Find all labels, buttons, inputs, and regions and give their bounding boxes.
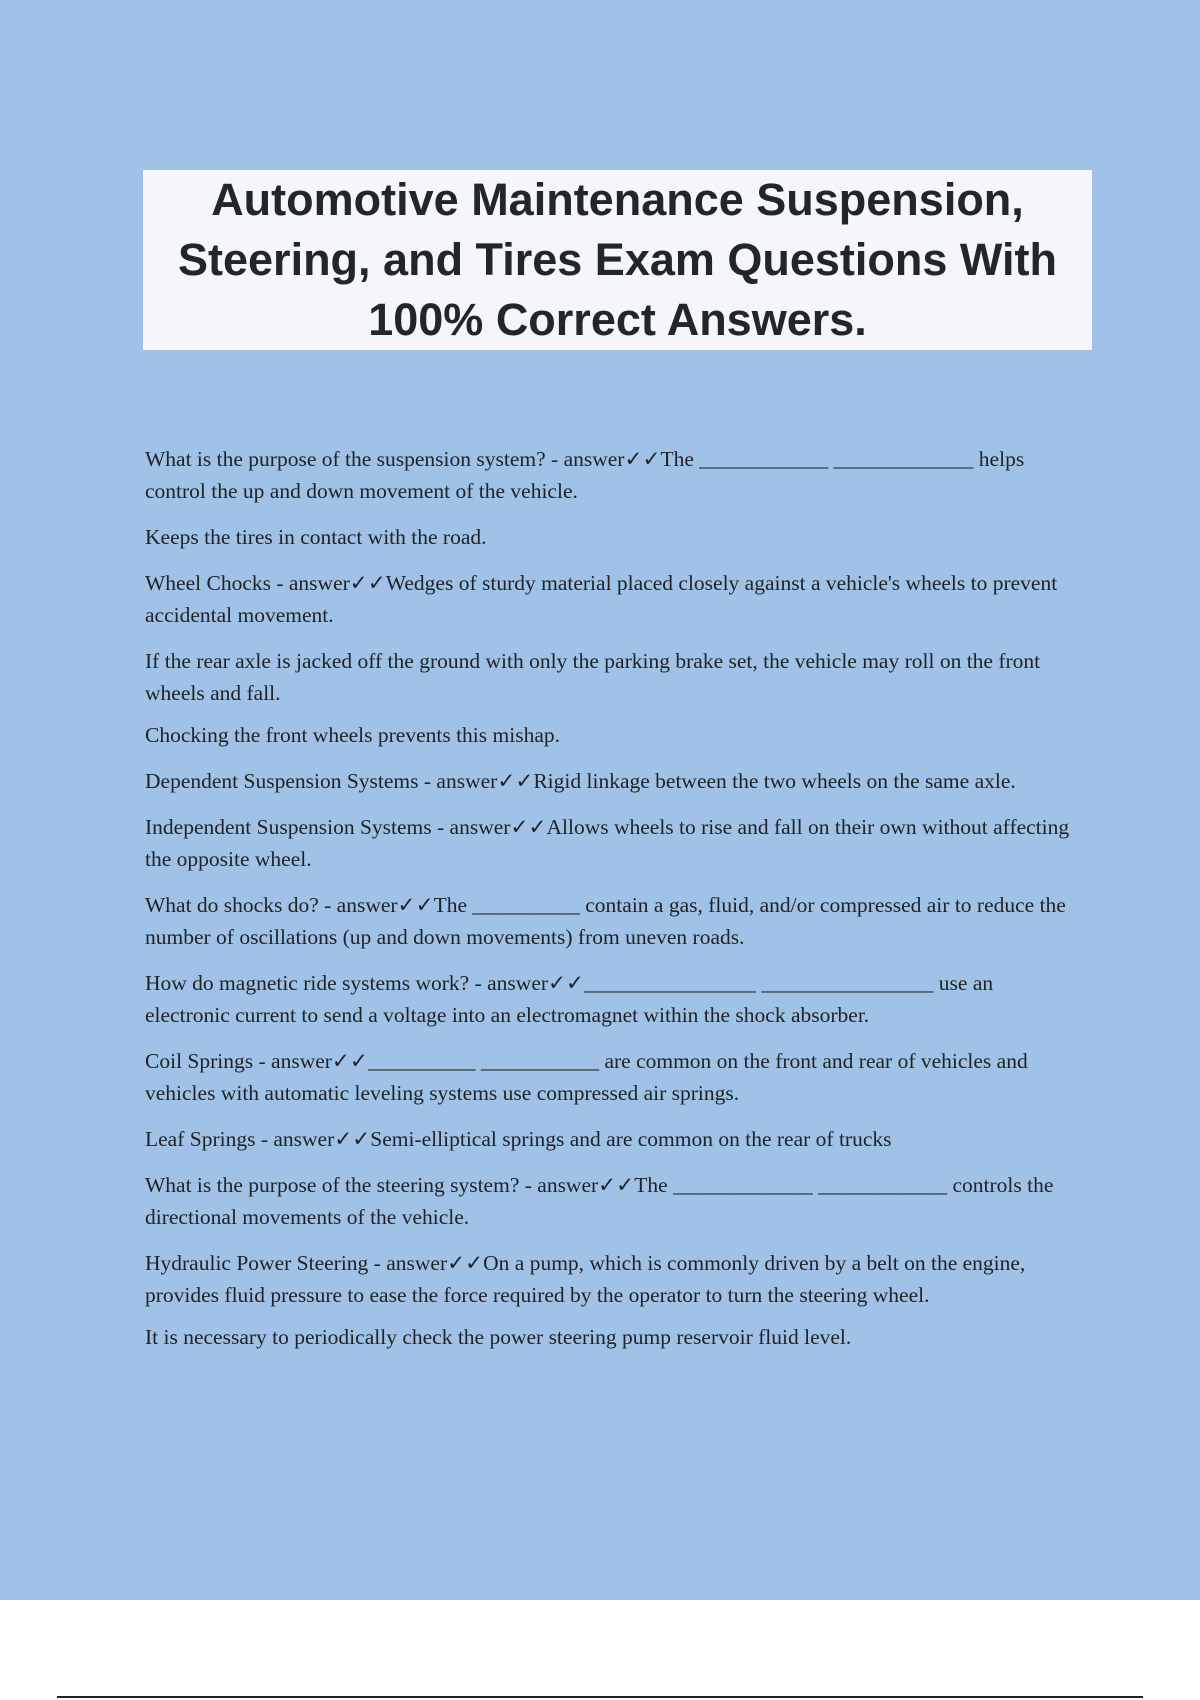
- paragraph-rear-axle: If the rear axle is jacked off the ground with only the parking brake set, the vehicle may roll on the front wheels and fall.: [145, 649, 1041, 705]
- paragraph-steering-purpose: What is the purpose of the steering system? - answer✓✓The _____________ ____________ controls the directional movements of the vehicle.: [145, 1173, 1054, 1229]
- paragraph-suspension-purpose: What is the purpose of the suspension system? - answer✓✓The ____________ _____________ helps control the up and down movement of the vehicle.: [145, 447, 1025, 503]
- paragraph-magnetic-ride: How do magnetic ride systems work? - answer✓✓________________ ________________ use an electronic current to send a voltage into an electromagnet within the shock absorber.: [145, 971, 994, 1027]
- document-title: Automotive Maintenance Suspension, Steering, and Tires Exam Questions With 100% Correct Answers.: [178, 174, 1057, 345]
- paragraph-chocking: Chocking the front wheels prevents this mishap.: [145, 723, 560, 747]
- paragraph-coil-springs: Coil Springs - answer✓✓__________ ___________ are common on the front and rear of vehicles and vehicles with automatic leveling systems use compressed air springs.: [145, 1049, 1028, 1105]
- paragraph-dependent-suspension: Dependent Suspension Systems - answer✓✓Rigid linkage between the two wheels on the same axle.: [145, 769, 1016, 793]
- paragraph-independent-suspension: Independent Suspension Systems - answer✓✓Allows wheels to rise and fall on their own without affecting the opposite wheel.: [145, 815, 1070, 871]
- paragraph-leaf-springs: Leaf Springs - answer✓✓Semi-elliptical springs and are common on the rear of trucks: [145, 1127, 892, 1151]
- paragraph-fluid-check: It is necessary to periodically check the power steering pump reservoir fluid level.: [145, 1325, 852, 1349]
- paragraph-wheel-chocks: Wheel Chocks - answer✓✓Wedges of sturdy material placed closely against a vehicle's wheels to prevent accidental movement.: [145, 571, 1058, 627]
- footer-divider: [57, 1696, 1143, 1698]
- paragraph-shocks: What do shocks do? - answer✓✓The __________ contain a gas, fluid, and/or compressed air to reduce the number of oscillations (up and down movements) from uneven roads.: [145, 893, 1066, 949]
- paragraph-hydraulic-power-steering: Hydraulic Power Steering - answer✓✓On a pump, which is commonly driven by a belt on the engine, provides fluid pressure to ease the force required by the operator to turn the steering wheel.: [145, 1251, 1026, 1307]
- title-box: [143, 170, 1092, 350]
- paragraph-tires-contact: Keeps the tires in contact with the road.: [145, 525, 487, 549]
- document-body: [145, 443, 1080, 1367]
